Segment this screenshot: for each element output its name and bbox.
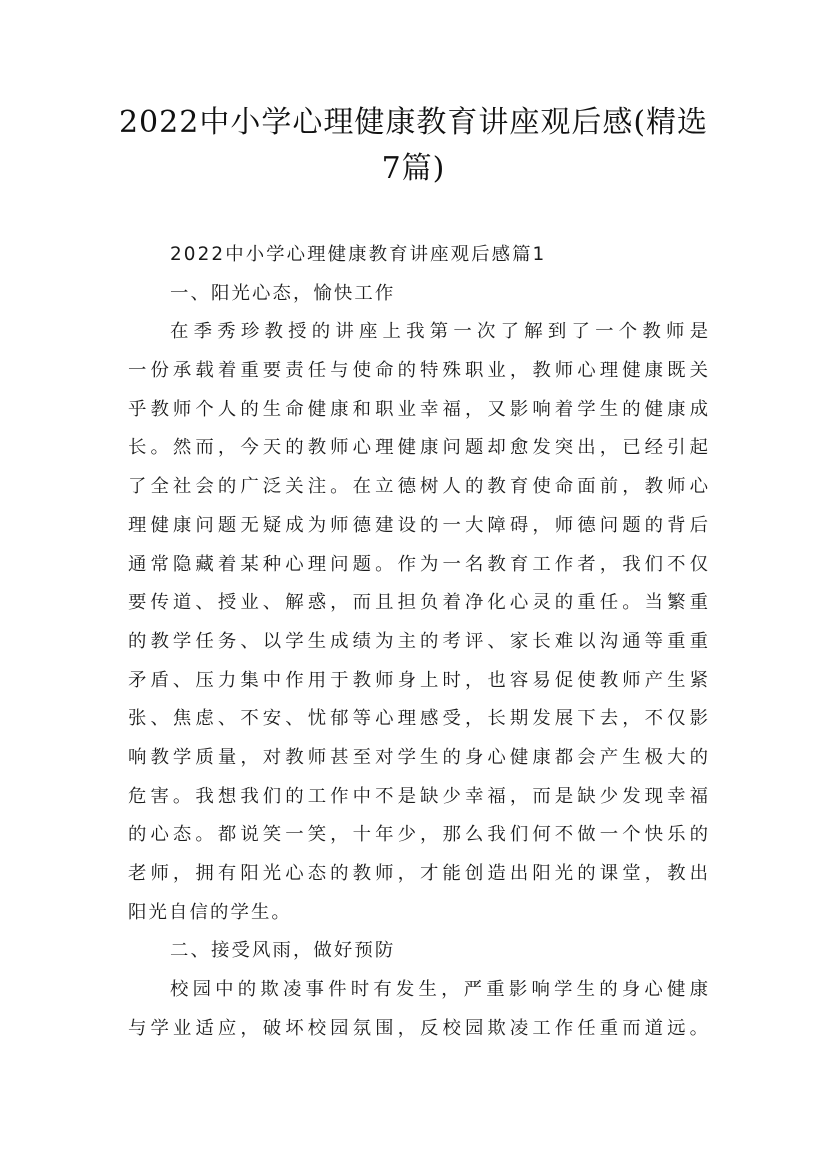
paragraph-line: 理健康问题无疑成为师德建设的一大障碍，师德问题的背后	[128, 514, 708, 536]
paragraph-line: 与学业适应，破坏校园氛围，反校园欺凌工作任重而道远。	[128, 1017, 708, 1039]
document-title	[90, 100, 737, 192]
paragraph-line: 通常隐藏着某种心理问题。作为一名教育工作者，我们不仅	[128, 553, 708, 575]
paragraph-line: 的心态。都说笑一笑，十年少，那么我们何不做一个快乐的	[128, 824, 708, 846]
paragraph-line: 长。然而，今天的教师心理健康问题却愈发突出，已经引起	[128, 437, 708, 459]
document-body	[128, 236, 708, 1048]
paragraph-line: 乎教师个人的生命健康和职业幸福，又影响着学生的健康成	[128, 398, 708, 420]
title-line-1: 2022中小学心理健康教育讲座观后感(精选	[118, 105, 709, 140]
section-subtitle: 2022中小学心理健康教育讲座观后感篇1	[170, 244, 547, 265]
paragraph-line: 的教学任务、以学生成绩为主的考评、家长难以沟通等重重	[128, 630, 708, 652]
paragraph-line: 校园中的欺凌事件时有发生，严重影响学生的身心健康	[170, 979, 708, 1001]
paragraph-line: 要传道、授业、解惑，而且担负着净化心灵的重任。当繁重	[128, 592, 708, 614]
paragraph-line: 老师，拥有阳光心态的教师，才能创造出阳光的课堂，教出	[128, 863, 708, 884]
section-heading-1: 一、阳光心态，愉快工作	[170, 282, 396, 304]
paragraph-line: 危害。我想我们的工作中不是缺少幸福，而是缺少发现幸福	[128, 785, 708, 807]
paragraph-line: 响教学质量，对教师甚至对学生的身心健康都会产生极大的	[128, 746, 708, 768]
title-line-2: 7篇)	[381, 151, 446, 186]
paragraph-line: 矛盾、压力集中作用于教师身上时，也容易促使教师产生紧	[128, 669, 708, 691]
paragraph-line: 张、焦虑、不安、忧郁等心理感受，长期发展下去，不仅影	[128, 708, 708, 730]
paragraph-line: 一份承载着重要责任与使命的特殊职业，教师心理健康既关	[128, 360, 708, 382]
paragraph-line: 阳光自信的学生。	[128, 901, 292, 923]
section-heading-2: 二、接受风雨，做好预防	[170, 940, 396, 962]
paragraph-line: 了全社会的广泛关注。在立德树人的教育使命面前，教师心	[128, 476, 708, 498]
paragraph-line: 在季秀珍教授的讲座上我第一次了解到了一个教师是	[170, 321, 708, 343]
